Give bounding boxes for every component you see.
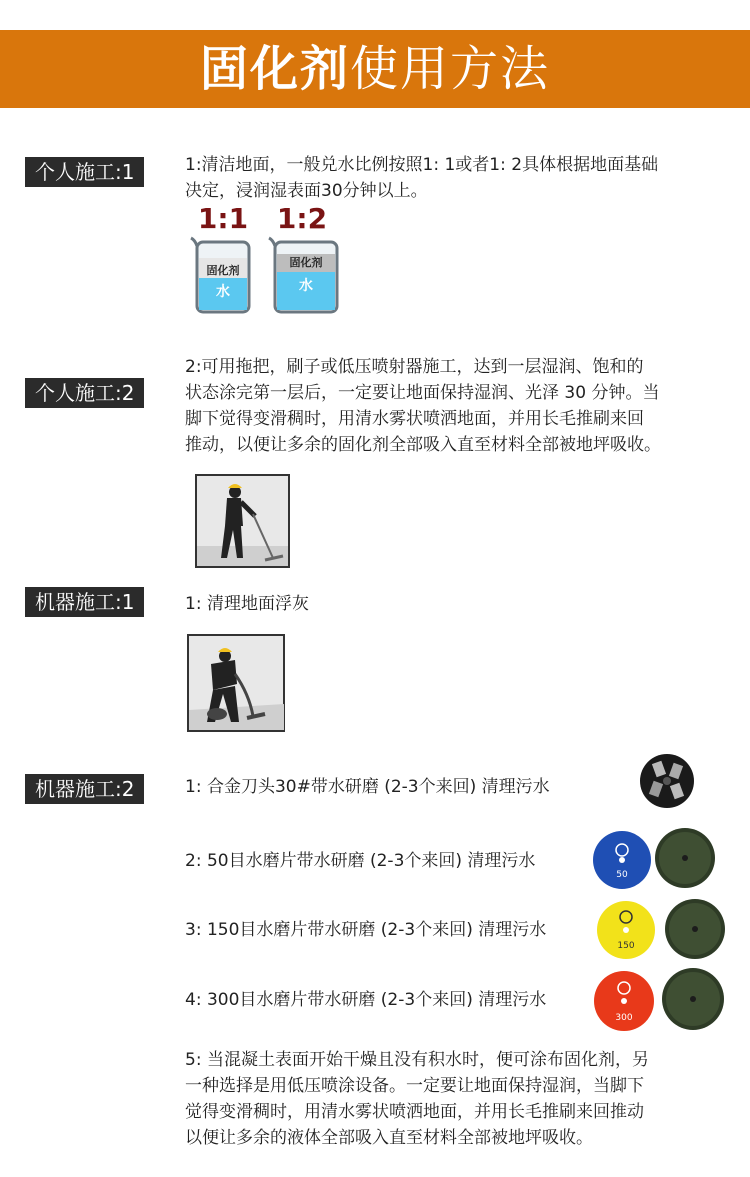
grinding-pad-blue-icon [592,830,652,890]
ratio-label: 1:1 [197,202,249,235]
section-label-manual-1: 个人施工:1 [25,157,144,187]
section-text-manual-2 [185,354,661,458]
title-light: 使用方法 [350,41,551,97]
text-line: 一种选择是用低压喷涂设备。一定要让地面保持湿润，当脚下 [185,1076,644,1096]
pad-grit-label: 150 [617,941,635,951]
grinding-pad-yellow-icon [596,900,656,960]
text-line: 决定，浸润湿表面30分钟以上。 [185,181,428,201]
machine-step-2: 2: 50目水磨片带水研磨 (2-3个来回) 清理污水 [185,851,536,871]
grinding-pad-red-icon [593,970,655,1032]
section-text-machine-1: 1: 清理地面浮灰 [185,594,309,614]
section-label-machine-2: 机器施工:2 [25,774,144,804]
pad-grit-label: 50 [616,870,628,880]
diamond-pad-back-icon [664,898,726,960]
beaker-bottom-text: 水 [299,278,313,294]
text-line: 觉得变滑稠时，用清水雾状喷洒地面，并用长毛推刷来回推动 [185,1102,644,1122]
machine-step-3: 3: 150目水磨片带水研磨 (2-3个来回) 清理污水 [185,920,547,940]
text-line: 5: 当混凝土表面开始干燥且没有积水时，便可涂布固化剂，另 [185,1050,649,1070]
final-instructions [185,1047,649,1151]
text-line: 状态涂完第一层后，一定要让地面保持湿润、光泽 30 分钟。当 [185,383,660,403]
machine-step-4: 4: 300目水磨片带水研磨 (2-3个来回) 清理污水 [185,990,547,1010]
beaker-top-text: 固化剂 [289,256,323,269]
machine-step-1: 1: 合金刀头30#带水研磨 (2-3个来回) 清理污水 [185,777,550,797]
pad-grit-label: 300 [615,1013,633,1023]
page-title [0,30,750,108]
ratio-label: 1:2 [276,202,328,235]
diamond-pad-back-icon [661,967,725,1031]
ratio-beakers-illustration [185,200,355,320]
beaker-icon [269,238,337,312]
title-bold: 固化剂 [199,41,350,97]
section-text-manual-1 [185,152,658,204]
text-line: 2:可用拖把，刷子或低压喷射器施工，达到一层湿润、饱和的 [185,357,644,377]
beaker-bottom-text: 水 [216,284,230,300]
worker-mopping-image [195,474,290,568]
text-line: 以便让多余的液体全部吸入直至材料全部被地坪吸收。 [185,1128,593,1148]
section-label-machine-1: 机器施工:1 [25,587,144,617]
worker-vacuum-image [187,634,285,732]
text-line: 脚下觉得变滑稠时，用清水雾状喷洒地面，并用长毛推刷来回 [185,409,644,429]
text-line: 1:清洁地面，一般兑水比例按照1: 1或者1: 2具体根据地面基础 [185,155,659,175]
section-label-manual-2: 个人施工:2 [25,378,144,408]
beaker-top-text: 固化剂 [206,264,240,277]
diamond-pad-back-icon [654,827,716,889]
text-line: 推动，以便让多余的固化剂全部吸入直至材料全部被地坪吸收。 [185,435,661,455]
alloy-cutter-head-icon [638,752,696,810]
